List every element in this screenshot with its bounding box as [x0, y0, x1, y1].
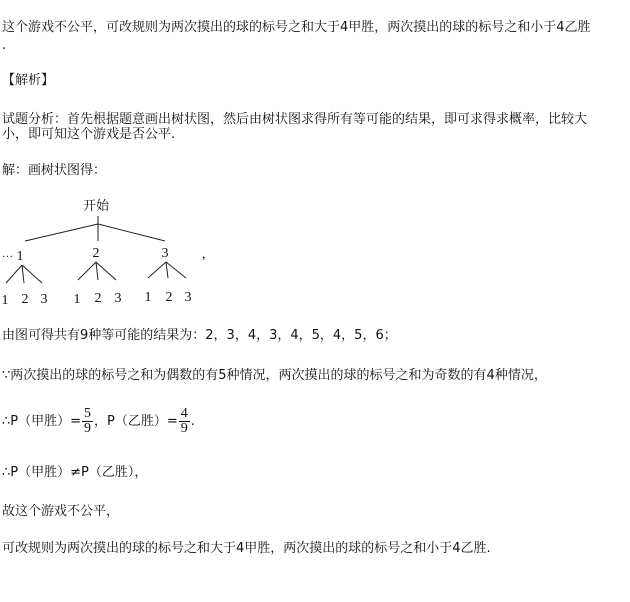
- fraction-p-jia: [82, 407, 93, 436]
- fraction-p-jia-denominator: 9: [84, 421, 92, 436]
- conclusion-line-2: 可改规则为两次摸出的球的标号之和大于4甲胜，两次摸出的球的标号之和小于4乙胜.: [2, 541, 491, 556]
- tree-leaf-1-3: 3: [40, 292, 48, 307]
- tree-leading-dots: …: [2, 248, 13, 260]
- tree-edge-2-2: [96, 262, 98, 280]
- tree-edge-2-3: [96, 262, 116, 280]
- tree-branch-1: [25, 224, 98, 241]
- tree-level1-node-2: 2: [92, 246, 100, 261]
- tree-root-label: 开始: [82, 199, 110, 214]
- tree-leaf-3-1: 1: [144, 290, 152, 305]
- fraction-p-jia-numerator: 5: [84, 406, 92, 421]
- tree-leaf-2-2: 2: [94, 291, 102, 306]
- tree-edge-2-1: [78, 262, 96, 280]
- intro-line-2: .: [2, 38, 7, 53]
- fraction-p-yi: [179, 407, 190, 436]
- tree-edge-1-2: [22, 265, 24, 283]
- prob-suffix: .: [190, 414, 195, 429]
- solution-label: 解：画树状图得：: [2, 163, 107, 178]
- fraction-p-yi-numerator: 4: [180, 406, 188, 421]
- tree-leaf-3-2: 2: [165, 290, 173, 305]
- tree-edge-3-2: [166, 262, 168, 278]
- analysis-line-1: 试题分析：首先根据题意画出树状图，然后由树状图求得所有等可能的结果，即可求得求概率，比较大: [2, 112, 588, 127]
- results-line: 由图可得共有9种等可能的结果为：2，3，4，3，4，5，4，5，6；: [2, 328, 397, 343]
- prob-prefix: ∴P（甲胜）=: [2, 414, 82, 429]
- conclusion-line-1: 故这个游戏不公平，: [2, 504, 120, 519]
- tree-leaf-1-2: 2: [21, 292, 29, 307]
- tree-branch-3: [98, 224, 165, 241]
- tree-leaf-2-1: 1: [73, 292, 81, 307]
- because-line: ∵两次摸出的球的标号之和为偶数的有5种情况，两次摸出的球的标号之和为奇数的有4种情况，: [2, 368, 547, 383]
- neq-line: ∴P（甲胜）≠P（乙胜），: [2, 465, 148, 480]
- tree-leaf-1-1: 1: [1, 293, 9, 308]
- tree-level1-node-3: 3: [161, 246, 169, 261]
- prob-middle: ，P（乙胜）=: [94, 414, 178, 429]
- tree-leaf-3-3: 3: [184, 290, 192, 305]
- probability-line: [2, 406, 195, 438]
- tree-level1-node-1: 1: [16, 249, 24, 264]
- analysis-line-2: 小，即可知这个游戏是否公平.: [2, 127, 176, 142]
- tree-diagram: [0, 190, 240, 315]
- intro-line-1: 这个游戏不公平，可改规则为两次摸出的球的标号之和大于4甲胜，两次摸出的球的标号之和小于4乙胜: [2, 20, 591, 35]
- tree-edge-3-1: [148, 262, 166, 278]
- analysis-heading: 【解析】: [2, 73, 55, 88]
- tree-edge-1-1: [6, 265, 22, 283]
- tree-edge-1-3: [22, 265, 42, 283]
- fraction-p-yi-denominator: 9: [180, 421, 188, 436]
- tree-trailing-comma: ,: [202, 247, 206, 262]
- tree-edge-3-3: [166, 262, 186, 278]
- tree-leaf-2-3: 3: [114, 291, 122, 306]
